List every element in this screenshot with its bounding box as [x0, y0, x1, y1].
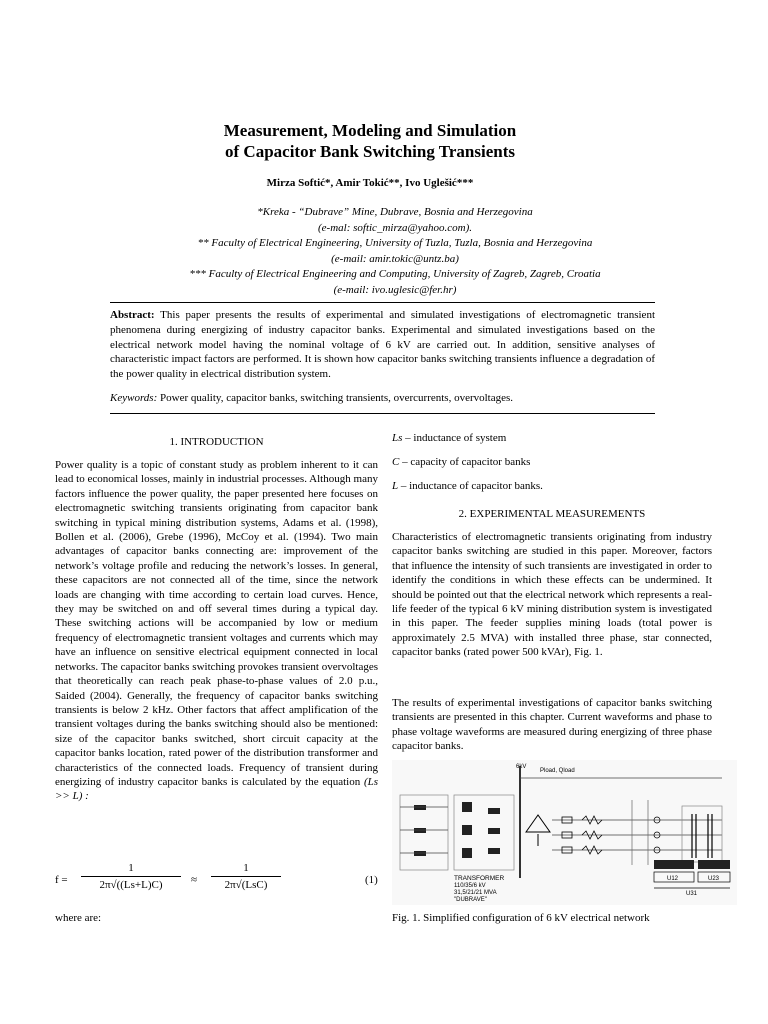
load-label: Pload, Qload: [540, 768, 575, 774]
equation-fraction-2: [211, 862, 281, 891]
abstract-bottom-rule: [110, 413, 655, 414]
title-line-1: Measurement, Modeling and Simulation: [223, 121, 517, 140]
keywords-label: Keywords:: [110, 392, 158, 404]
transformer-winding: [488, 808, 500, 814]
meter-label: U12: [667, 876, 679, 882]
symbol-name: L: [392, 480, 399, 492]
transformer-label: TRANSFORMER: [454, 875, 505, 882]
voltage-meter: [698, 860, 730, 869]
abstract-text: This paper presents the results of experimental and simulated investigations of electromagnetic transient phenomena during energizing of industry capacitor banks. Experimental and simulated investigations based on the electrical network model having the nominal voltage of 6 kV are carried out. In addition, sensitive analyses of characteristic impact factors are performed. It is shown how capacitor banks switching transients influence a degradation of the power quality in electrical distribution system.: [110, 309, 655, 381]
transformer-winding: [488, 828, 500, 834]
inductor-block: [414, 828, 426, 833]
approx-sign: ≈: [191, 874, 198, 886]
transformer-winding: [462, 825, 472, 835]
introduction-body: [55, 458, 378, 804]
author-list: Mirza Softić*, Amir Tokić**, Ivo Uglešić***: [266, 177, 474, 189]
section-heading-introduction: 1. INTRODUCTION: [169, 436, 264, 448]
transformer-winding: [488, 848, 500, 854]
transformer-spec: "DUBRAVE": [454, 897, 487, 903]
bus-label: 6kV: [516, 764, 527, 770]
symbol-description: – capacity of capacitor banks: [399, 456, 531, 468]
meter-label: U23: [708, 876, 720, 882]
where-are-label: where are:: [55, 912, 102, 924]
abstract: [110, 308, 655, 382]
symbol-definition: [392, 456, 530, 468]
experimental-paragraph-2: The results of experimental investigations of capacitor banks switching transients are presented in this chapter. Current waveforms and phase to phase voltage waveforms are measured during energizing of three phase capacitor banks.: [392, 697, 712, 753]
affiliation-line: ** Faculty of Electrical Engineering, University of Tuzla, Tuzla, Bosnia and Herzegovina: [197, 237, 593, 249]
equation-lhs: f =: [55, 874, 68, 886]
paper-title: [0, 120, 740, 162]
title-line-2: of Capacitor Bank Switching Transients: [225, 142, 515, 161]
meter-label: U31: [686, 891, 698, 897]
fraction-numerator: 1: [128, 862, 134, 874]
symbol-definition: [392, 480, 543, 492]
transformer-winding: [462, 848, 472, 858]
keywords-text: Power quality, capacitor banks, switching transients, overcurrents, overvoltages.: [157, 392, 514, 404]
section-heading-experimental: 2. EXPERIMENTAL MEASUREMENTS: [458, 508, 646, 520]
equation-condition: (Ls >> L) :: [55, 775, 378, 803]
fraction-bar: [81, 876, 181, 877]
equation-1: [55, 862, 385, 902]
fraction-numerator: 1: [243, 862, 249, 874]
symbol-description: – inductance of system: [402, 432, 507, 444]
affiliation-line: (e-mail: ivo.uglesic@fer.hr): [333, 283, 457, 296]
voltage-meter: [654, 860, 694, 869]
affiliations: [0, 205, 768, 298]
network-diagram-figure: [392, 760, 737, 905]
transformer-spec: 110/35/6 kV: [454, 883, 486, 889]
symbol-name: Ls: [392, 432, 403, 444]
experimental-paragraph-1: Characteristics of electromagnetic transients originating from industry capacitor banks switching are studied in this paper. Moreover, factors that influence the intensity of such transients are investigated in order to identify the conditions in which these effects can be undermined. It should be pointed out that the electrical network which represents a real-life feeder of the typical 6 kV mining distribution system is investigated in this paper. The feeder supplies mining loads (total power is approximately 2.5 MVA) with installed three phase, star connected, capacitor banks (rated power 500 kVAr), Fig. 1.: [392, 531, 712, 659]
affiliation-line: *** Faculty of Electrical Engineering and Computing, University of Zagreb, Zagreb, Croatia: [189, 268, 601, 280]
transformer-winding: [462, 802, 472, 812]
inductor-block: [414, 805, 426, 810]
figure-background: [392, 760, 737, 905]
symbol-name: C: [392, 456, 400, 468]
symbol-description: – inductance of capacitor banks.: [398, 480, 543, 492]
abstract-top-rule: [110, 302, 655, 303]
affiliation-line: (e-mal: softic_mirza@yahoo.com).: [317, 221, 472, 234]
affiliation-line: *Kreka - “Dubrave” Mine, Dubrave, Bosnia and Herzegovina: [257, 206, 533, 218]
symbol-definition: [392, 432, 506, 444]
equation-fraction-1: [81, 862, 181, 891]
equation-number: (1): [365, 874, 378, 886]
introduction-text: Power quality is a topic of constant study as problem inherent to it can lead to economical losses, mainly in industrial processes. Although many factors influence the power quality, the paper presented here focuses on electromagnetic switching transients originating from capacitor bank switching in typical mining distribution systems, Adams et al. (1998), Bollen et al. (2006), Grebe (1996), McCoy et al. (1994). Two main advantages of capacitor banks connecting are: improvement of the network’s voltage profile and reducing the network’s losses. In general, these capacitors are not connected all of the time, since the network loads are changing with time according to certain load curves. Hence, they may be switched on and off several times during a typical day. These switching actions will be accompanied by low or medium frequency of electromagnetic transient voltages and currents which may have an influence on sensitive electrical equipment connected in local networks. The capacitor banks switching provokes transient overvoltages that theoretically can reach peak phase-to-phase values of 2.0 p.u., Saided (2004). Generally, the frequency of capacitor banks switching transients is below 2 kHz. Other factors that affect amplification of the transient voltages during the banks switching should also be mentioned: size of the capacitor banks switched, short circuit capacity at the capacitor banks location, rated power of the distribution transformer and characteristics of the connected loads. Frequency of transient during energizing of industry capacitor banks is calculated by the equation: [55, 459, 378, 788]
abstract-label: Abstract:: [110, 309, 155, 321]
fraction-denominator: 2π√(LsC): [224, 879, 268, 891]
transformer-spec: 31,5/21/21 MVA: [454, 890, 497, 896]
fraction-bar: [211, 876, 281, 877]
keywords: [110, 391, 655, 406]
figure-caption: Fig. 1. Simplified configuration of 6 kV electrical network: [392, 912, 650, 924]
fraction-denominator: 2π√((Ls+L)C): [99, 879, 163, 891]
affiliation-line: (e-mail: amir.tokic@untz.ba): [331, 252, 459, 265]
inductor-block: [414, 851, 426, 856]
